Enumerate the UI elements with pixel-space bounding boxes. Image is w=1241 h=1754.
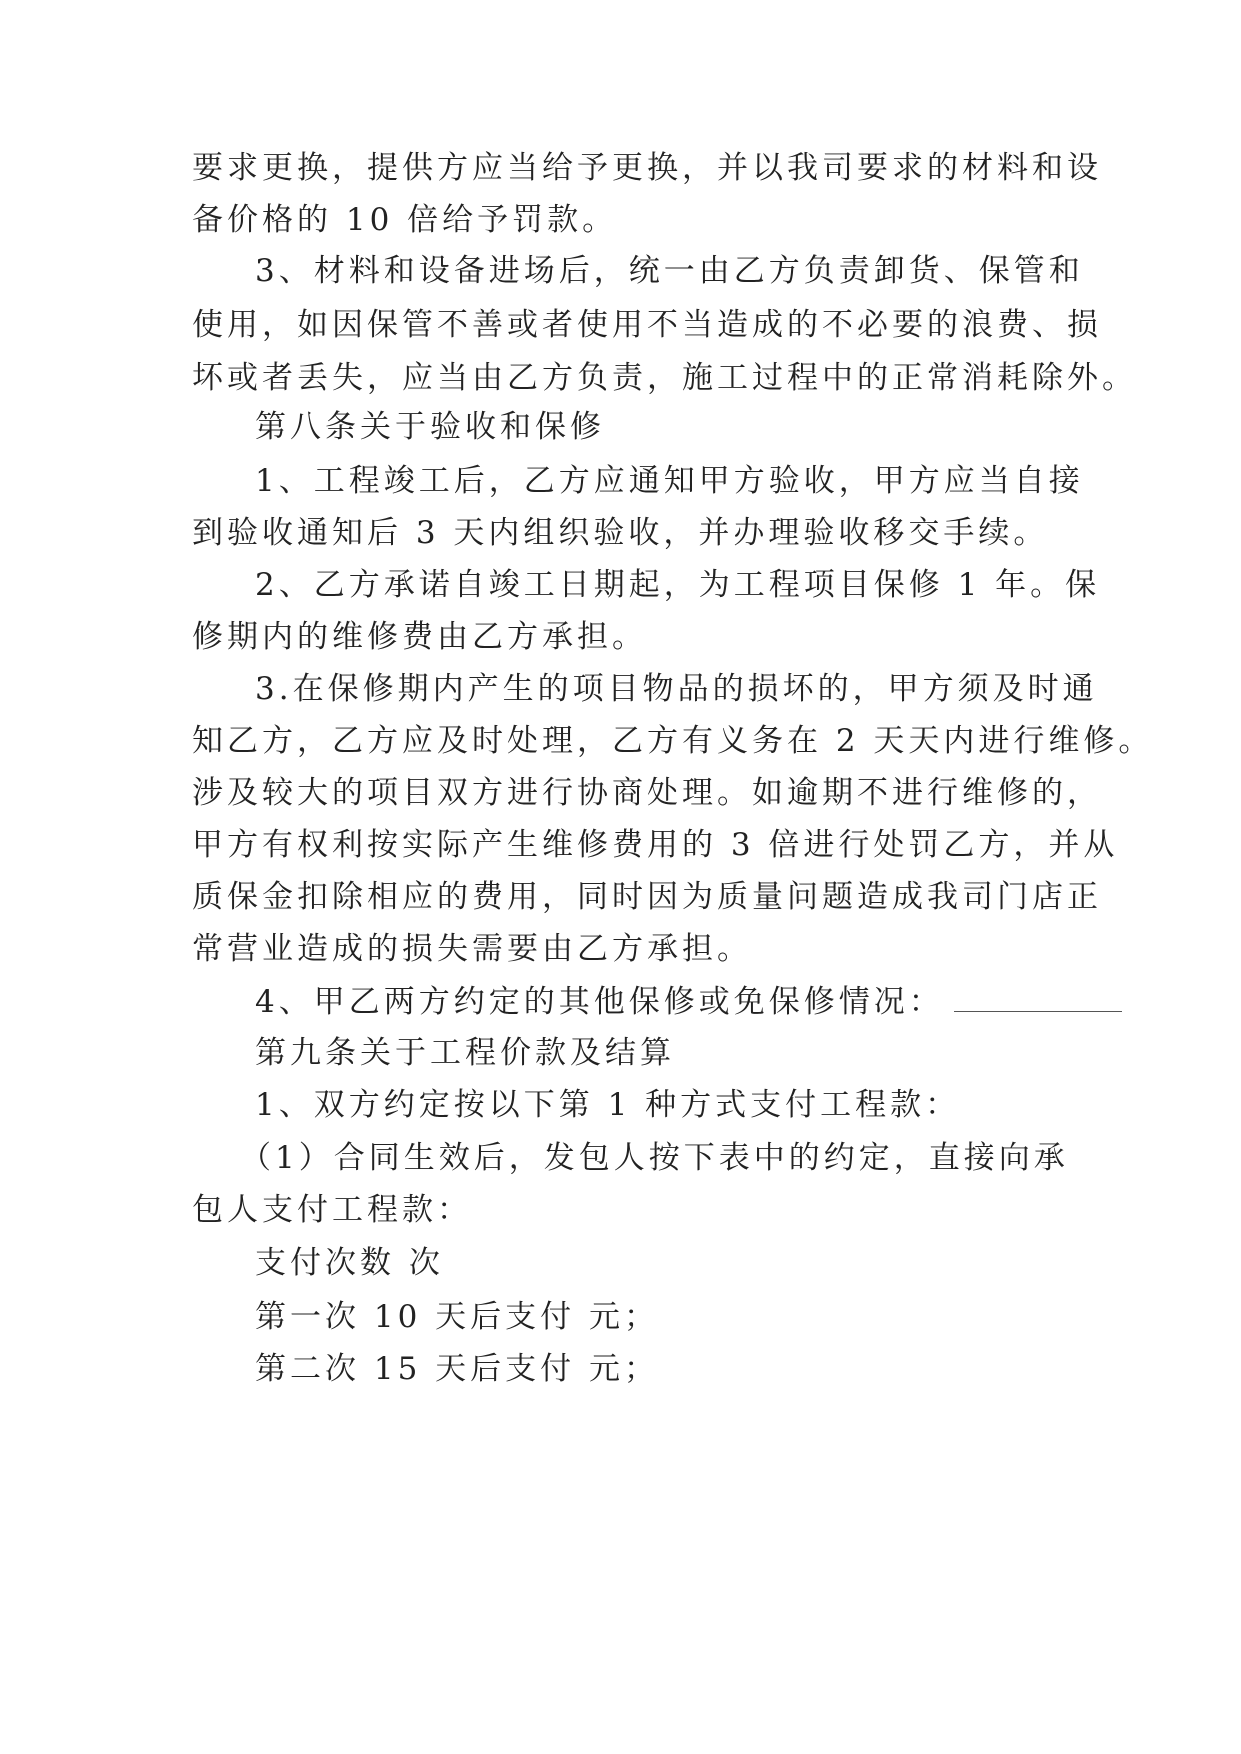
text-line: 涉及较大的项目双方进行协商处理。如逾期不进行维修的， <box>192 775 1102 811</box>
text-line: 到验收通知后 3 天内组织验收，并办理验收移交手续。 <box>192 515 1049 551</box>
text-line: 1、双方约定按以下第 1 种方式支付工程款： <box>255 1087 961 1123</box>
section-heading: 第九条关于工程价款及结算 <box>255 1035 675 1071</box>
fill-in-blank <box>954 981 1122 1012</box>
text-line: 备价格的 10 倍给予罚款。 <box>192 202 618 238</box>
text-line: 1、工程竣工后，乙方应通知甲方验收，甲方应当自接 <box>255 463 1084 499</box>
text-line: 知乙方，乙方应及时处理，乙方有义务在 2 天天内进行维修。 <box>192 723 1154 759</box>
section-heading: 第八条关于验收和保修 <box>255 409 605 445</box>
text-line: 包人支付工程款： <box>192 1192 472 1228</box>
text-line: 甲方有权利按实际产生维修费用的 3 倍进行处罚乙方，并从 <box>192 827 1119 863</box>
text-line: 第二次 15 天后支付 元； <box>255 1351 660 1387</box>
text-line: （1）合同生效后，发包人按下表中的约定，直接向承 <box>240 1140 1069 1176</box>
text-line: 修期内的维修费由乙方承担。 <box>192 619 647 655</box>
text-line: 常营业造成的损失需要由乙方承担。 <box>192 931 752 967</box>
text-line: 使用，如因保管不善或者使用不当造成的不必要的浪费、损 <box>192 307 1102 343</box>
text-line: 要求更换，提供方应当给予更换，并以我司要求的材料和设 <box>192 150 1102 186</box>
text-line: 2、乙方承诺自竣工日期起，为工程项目保修 1 年。保 <box>255 567 1101 603</box>
text-line: 3.在保修期内产生的项目物品的损坏的，甲方须及时通 <box>255 671 1098 707</box>
text-line-with-blank <box>255 981 1115 1022</box>
text-line: 第一次 10 天后支付 元； <box>255 1299 660 1335</box>
text-line: 坏或者丢失，应当由乙方负责，施工过程中的正常消耗除外。 <box>192 360 1137 396</box>
text-line: 支付次数 次 <box>255 1245 444 1281</box>
text-line: 质保金扣除相应的费用，同时因为质量问题造成我司门店正 <box>192 879 1102 915</box>
text-line: 4、甲乙两方约定的其他保修或免保修情况： <box>255 984 944 1020</box>
text-line: 3、材料和设备进场后，统一由乙方负责卸货、保管和 <box>255 253 1084 289</box>
